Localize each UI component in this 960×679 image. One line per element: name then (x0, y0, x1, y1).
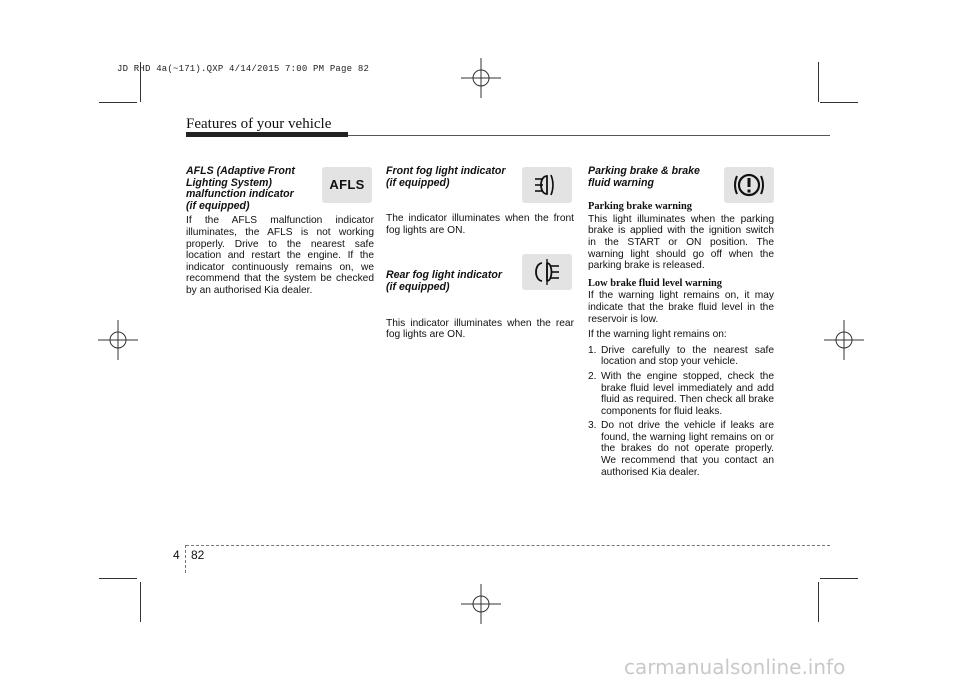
brake-warning-icon (724, 167, 774, 203)
page-number: 82 (191, 548, 205, 562)
footer-rule (186, 545, 830, 546)
rear-fog-body: This indicator illuminates when the rear fog lights are ON. (386, 317, 574, 341)
brake-warning-icon-glyph (724, 167, 774, 203)
registration-mark-top (459, 56, 503, 100)
registration-mark-bottom (459, 582, 503, 626)
chapter-number: 4 (173, 548, 180, 562)
subheading-low-brake-fluid: Low brake fluid level warning (588, 277, 722, 289)
crop-mark (818, 582, 819, 622)
section-heading-rear-fog: Rear fog light indicator (if equipped) (386, 269, 502, 293)
section-heading-parking-brake: Parking brake & brake fluid warning (588, 165, 700, 189)
rear-fog-light-icon (522, 254, 572, 290)
crop-mark (818, 62, 819, 102)
list-item: 1. Drive carefully to the nearest safe location and stop your vehicle. (588, 344, 774, 368)
registration-mark-left (96, 318, 140, 362)
crop-mark (99, 578, 137, 579)
afls-body: If the AFLS malfunction indicator illuminates, the AFLS is not working properly. Drive to the nearest safe location and restart the engine. If the indicator continuously remains on, we recommend that the system be checked by an authorised Kia dealer. (186, 215, 374, 296)
afls-indicator-icon: AFLS (322, 167, 372, 203)
brake-steps-list (588, 345, 774, 479)
front-fog-body: The indicator illuminates when the front fog lights are ON. (386, 213, 574, 236)
column-parking-brake (588, 166, 774, 481)
watermark: carmanualsonline.info (624, 655, 846, 679)
registration-mark-right (822, 318, 866, 362)
front-fog-light-icon (522, 167, 572, 203)
crop-mark (820, 578, 858, 579)
crop-mark (820, 102, 858, 103)
warning-remains-on-text: If the warning light remains on: (588, 329, 727, 341)
header-rule-accent (186, 132, 348, 137)
section-heading-front-fog: Front fog light indicator (if equipped) (386, 165, 506, 189)
front-fog-light-icon-glyph (522, 167, 572, 203)
footer-divider (185, 545, 186, 573)
parking-brake-body: This light illuminates when the parking brake is applied with the ignition switch in the START or ON position. The warning light should go off when the parking brake is released. (588, 213, 774, 272)
rear-fog-light-icon-glyph (522, 254, 572, 290)
print-slug: JD RHD 4a(~171).QXP 4/14/2015 7:00 PM Page 82 (117, 64, 370, 74)
subheading-parking-brake-warning: Parking brake warning (588, 201, 692, 213)
list-item: 3. Do not drive the vehicle if leaks are found, the warning light remains on or the brakes do not operate properly. We recommend that you contact an authorised Kia dealer. (588, 420, 774, 478)
crop-mark (99, 102, 137, 103)
page-title: Features of your vehicle (186, 116, 332, 132)
section-heading-afls: AFLS (Adaptive Front Lighting System) malfunction indicator (if equipped) (186, 165, 295, 212)
crop-mark (140, 582, 141, 622)
low-brake-fluid-body: If the warning light remains on, it may indicate that the brake fluid level in the reservoir is low. (588, 290, 774, 325)
list-item: 2. With the engine stopped, check the brake fluid level immediately and add fluid as required. Then check all brake components for fluid leaks. (588, 370, 774, 417)
